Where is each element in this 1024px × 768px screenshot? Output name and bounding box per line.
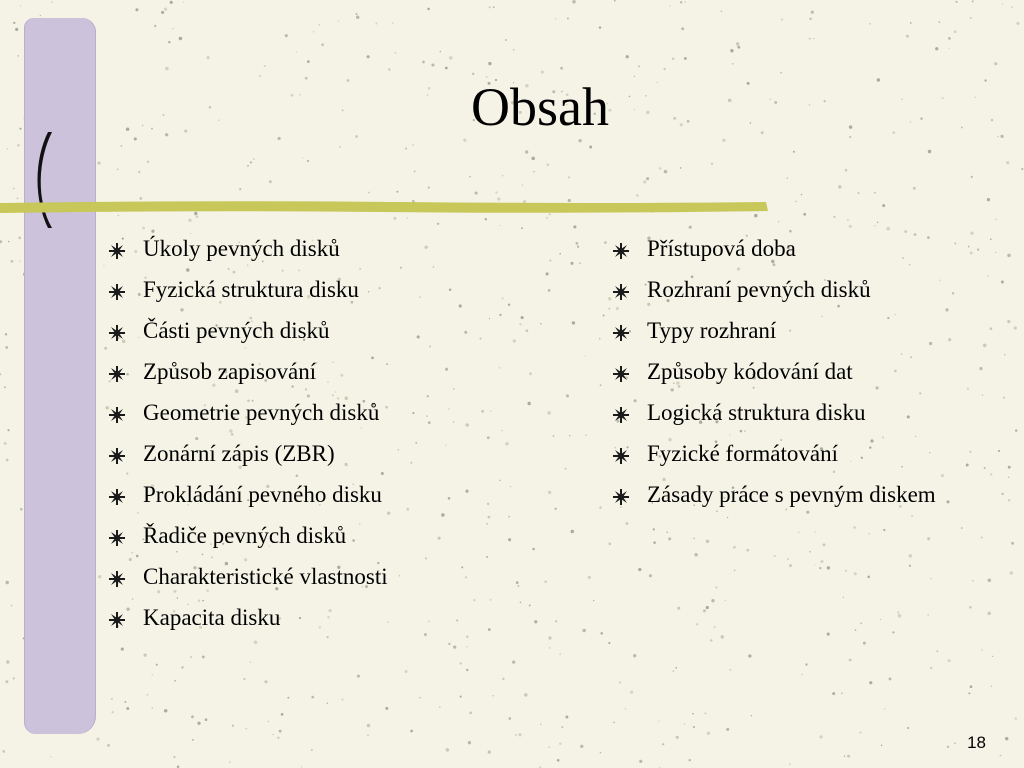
slide-title: Obsah [471,77,609,137]
fleur-bullet-icon [109,243,125,259]
page-number: 18 [967,733,986,752]
right-bullet-list [612,236,952,523]
fleur-bullet-icon [109,612,125,628]
list-item [108,277,528,303]
fleur-bullet-icon [613,366,629,382]
list-item [108,564,528,590]
list-item-text: Zonární zápis (ZBR) [143,441,335,466]
list-item-text: Fyzické formátování [647,441,838,466]
list-item-text: Přístupová doba [647,236,796,261]
list-item-text: Typy rozhraní [647,318,777,343]
list-item [108,605,528,631]
list-item [108,236,528,262]
fleur-bullet-icon [109,448,125,464]
fleur-bullet-icon [613,284,629,300]
fleur-bullet-icon [109,284,125,300]
list-item [612,236,952,262]
fleur-bullet-icon [613,243,629,259]
fleur-bullet-icon [109,571,125,587]
fleur-bullet-icon [109,407,125,423]
list-item [612,441,952,467]
fleur-bullet-icon [109,366,125,382]
fleur-bullet-icon [109,530,125,546]
list-item [612,482,952,508]
left-bullet-list [108,236,528,646]
list-item [612,359,952,385]
fleur-bullet-icon [109,325,125,341]
list-item-text: Úkoly pevných disků [143,236,340,261]
list-item-text: Logická struktura disku [647,400,866,425]
decorative-side-bar [24,18,96,734]
list-item-text: Kapacita disku [143,605,281,630]
list-item-text: Části pevných disků [143,318,330,343]
title-divider-rule [0,199,768,217]
list-item-text: Fyzická struktura disku [143,277,359,302]
list-item-text: Způsoby kódování dat [647,359,853,384]
list-item-text: Prokládání pevného disku [143,482,382,507]
list-item-text: Zásady práce s pevným diskem [647,482,936,507]
list-item [612,318,952,344]
list-item-text: Charakteristické vlastnosti [143,564,388,589]
list-item [108,441,528,467]
list-item-text: Řadiče pevných disků [143,523,347,548]
fleur-bullet-icon [613,407,629,423]
list-item [108,359,528,385]
list-item-text: Způsob zapisování [143,359,317,384]
list-item [612,400,952,426]
list-item [108,523,528,549]
list-item-text: Rozhraní pevných disků [647,277,871,302]
fleur-bullet-icon [109,489,125,505]
list-item [108,482,528,508]
list-item [108,318,528,344]
list-item [612,277,952,303]
fleur-bullet-icon [613,325,629,341]
list-item-text: Geometrie pevných disků [143,400,380,425]
fleur-bullet-icon [613,448,629,464]
fleur-bullet-icon [613,489,629,505]
list-item [108,400,528,426]
